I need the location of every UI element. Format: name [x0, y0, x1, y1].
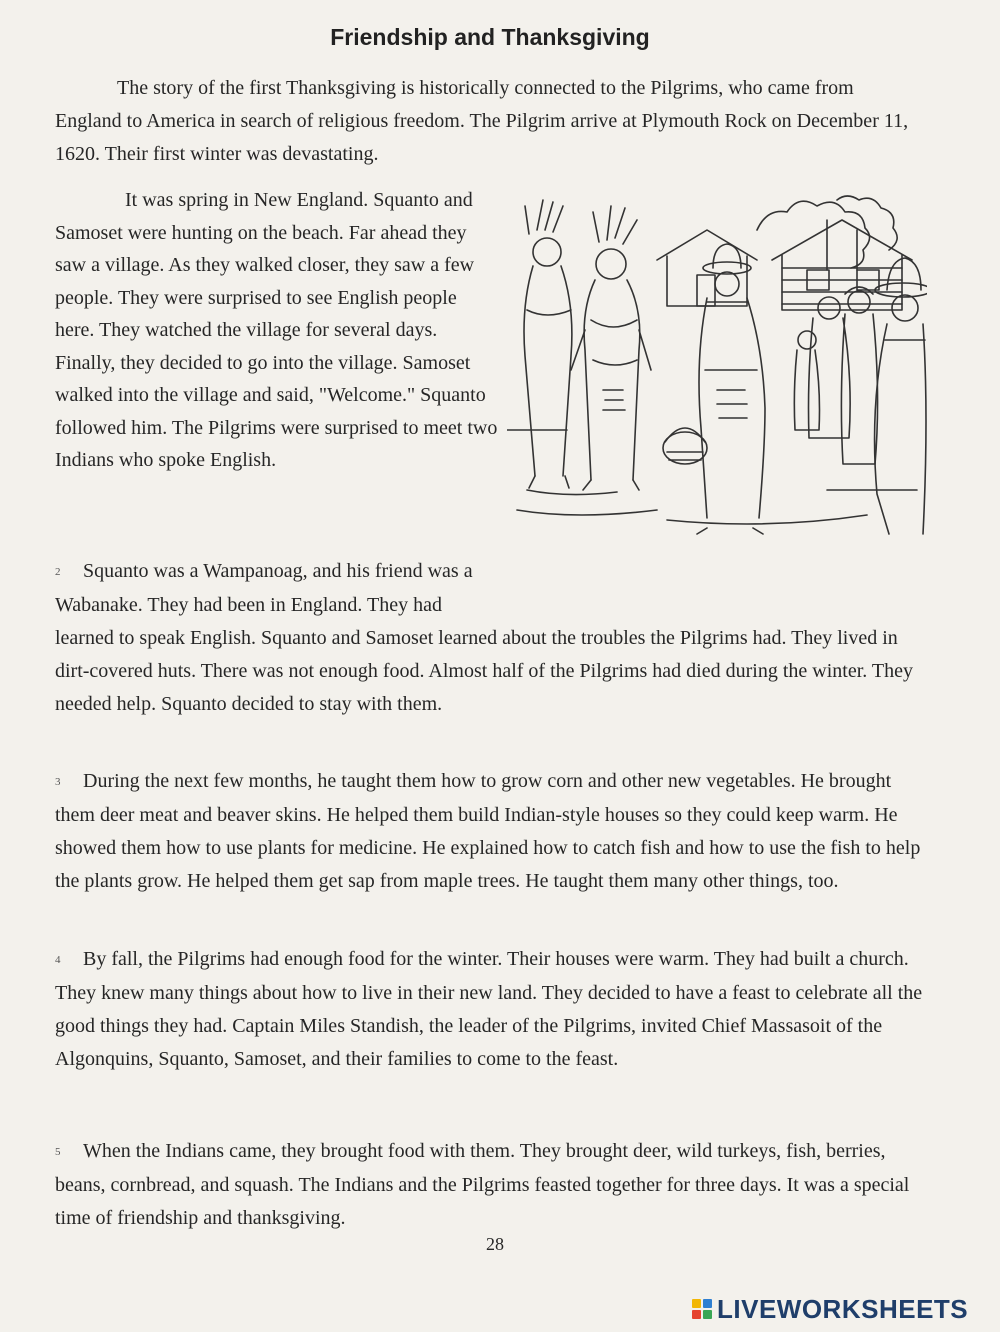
paragraph-2: [55, 555, 915, 721]
liveworksheets-logo-text: LIVEWORKSHEETS: [717, 1293, 969, 1324]
intro-paragraph: The story of the first Thanksgiving is historically connected to the Pilgrims, who came from England to America in search of religious freedom. The Pilgrim arrive at Plymouth Rock on December 11, 1620. Their first winter was devastating.: [55, 77, 909, 165]
paragraph-number: 3: [55, 775, 61, 788]
paragraph-5-text: When the Indians came, they brought food with them. They brought deer, wild turkeys, fish, berries, beans, cornbread, and squash. The Indians and the Pilgrims feasted together for three days. It was a special time of friendship and thanksgiving.: [55, 1140, 910, 1229]
pilgrims-meeting-indians-illustration: [507, 190, 927, 550]
paragraph-number: 5: [55, 1145, 61, 1158]
liveworksheets-logo: [692, 1294, 968, 1324]
paragraph-4: [55, 943, 925, 1076]
paragraph-1-text: It was spring in New England. Squanto and Samoset were hunting on the beach. Far ahead they saw a village. As they walked closer, they saw a few people. They were surprised to see English people here. They watched the village for several days. Finally, they decided to go into the village. Samoset walked into the village and said, "Welcome." Squanto followed him. The Pilgrims were surprised to meet two Indians who spoke English.: [55, 189, 498, 471]
paragraph-number: 4: [55, 953, 61, 966]
liveworksheets-logo-icon: [692, 1299, 712, 1319]
paragraph-4-text: By fall, the Pilgrims had enough food for the winter. Their houses were warm. They had built a church. They knew many things about how to live in their new land. They decided to have a feast to celebrate all the good things they had. Captain Miles Standish, the leader of the Pilgrims, invited Chief Massasoit of the Algonquins, Squanto, Samoset, and their families to come to the feast.: [55, 948, 923, 1070]
paragraph-number: 2: [55, 565, 61, 578]
paragraph-3-text: During the next few months, he taught them how to grow corn and other new vegetables. He brought them deer meat and beaver skins. He helped them build Indian-style houses so they could keep warm. He showed them how to use plants for medicine. He explained how to catch fish and how to use the fish to help the plants grow. He helped them get sap from maple trees. He taught them many other things, too.: [55, 770, 921, 892]
paragraph-5: [55, 1135, 925, 1235]
page-number: 28: [486, 1234, 504, 1254]
paragraph-3: [55, 765, 925, 898]
paragraph-1: [55, 184, 500, 477]
page-title: Friendship and Thanksgiving: [330, 24, 650, 50]
paragraph-2-text: Squanto was a Wampanoag, and his friend was a Wabanake. They had been in England. They had learned to speak English. Squanto and Samoset learned about the troubles the Pilgrims had. They lived in dirt-covered huts. There was not enough food. Almost half of the Pilgrims had died during the winter. They needed help. Squanto decided to stay with them.: [55, 560, 913, 715]
